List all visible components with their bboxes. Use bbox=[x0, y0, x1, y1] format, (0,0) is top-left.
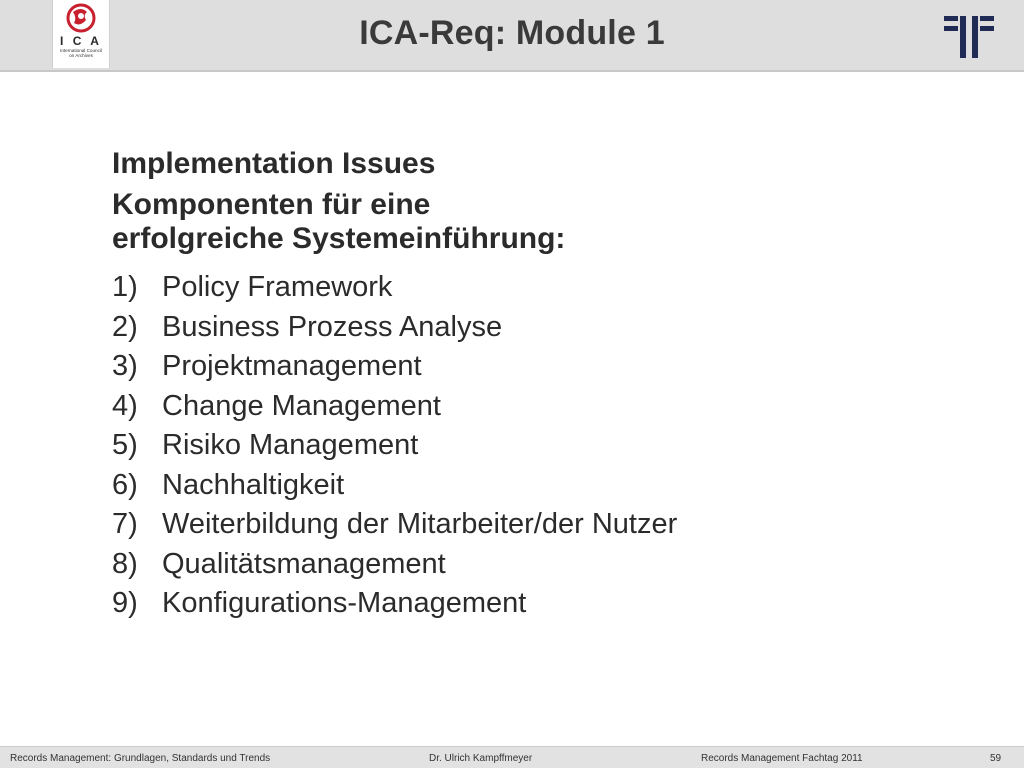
list-item bbox=[112, 387, 972, 427]
list-item bbox=[112, 426, 972, 466]
list-item bbox=[112, 545, 972, 585]
subheading-line: Komponenten für eine bbox=[112, 188, 431, 221]
footer-page-number: 59 bbox=[990, 753, 1002, 764]
list-item-text: Risiko Management bbox=[162, 429, 419, 461]
ica-subtitle-line: International Council bbox=[60, 48, 102, 53]
ica-subtitle-line: on Archives bbox=[69, 53, 93, 59]
component-list bbox=[112, 268, 972, 624]
list-item-number: 9) bbox=[112, 587, 138, 619]
list-item-number: 1) bbox=[112, 271, 138, 303]
subheading-line: erfolgreiche Systemeinführung: bbox=[112, 222, 566, 255]
list-item-number: 3) bbox=[112, 350, 138, 382]
list-item-text: Qualitätsmanagement bbox=[162, 547, 446, 580]
footer-author: Dr. Ulrich Kampffmeyer bbox=[429, 753, 533, 764]
footer-event: Records Management Fachtag 2011 bbox=[701, 753, 863, 764]
list-item-number: 5) bbox=[112, 429, 138, 461]
list-item-text: Konfigurations-Management bbox=[162, 587, 527, 619]
list-item bbox=[112, 584, 972, 624]
list-item bbox=[112, 505, 972, 545]
list-item bbox=[112, 268, 972, 308]
list-item-text: Projektmanagement bbox=[162, 350, 422, 382]
ica-letters: I C A bbox=[60, 34, 102, 48]
footer-course-title: Records Management: Grundlagen, Standards und Trends bbox=[10, 753, 271, 764]
brand-logo-icon bbox=[944, 14, 994, 58]
list-item-number: 4) bbox=[112, 389, 138, 422]
header-divider bbox=[0, 70, 1024, 72]
list-item bbox=[112, 347, 972, 387]
content-area bbox=[112, 146, 972, 624]
list-item-text: Business Prozess Analyse bbox=[162, 310, 503, 343]
list-item bbox=[112, 308, 972, 348]
section-subheading bbox=[112, 188, 972, 256]
list-item-number: 2) bbox=[112, 310, 138, 343]
list-item-number: 8) bbox=[112, 547, 138, 580]
list-item-text: Weiterbildung der Mitarbeiter/der Nutzer bbox=[162, 508, 678, 540]
list-item-text: Policy Framework bbox=[162, 271, 393, 303]
list-item-text: Nachhaltigkeit bbox=[162, 468, 345, 501]
list-item-text: Change Management bbox=[162, 389, 441, 422]
section-heading: Implementation Issues bbox=[112, 147, 436, 180]
list-item-number: 6) bbox=[112, 468, 138, 501]
footer-bar bbox=[0, 746, 1024, 768]
list-item-number: 7) bbox=[112, 508, 138, 540]
slide-title: ICA-Req: Module 1 bbox=[359, 14, 665, 52]
list-item bbox=[112, 466, 972, 506]
